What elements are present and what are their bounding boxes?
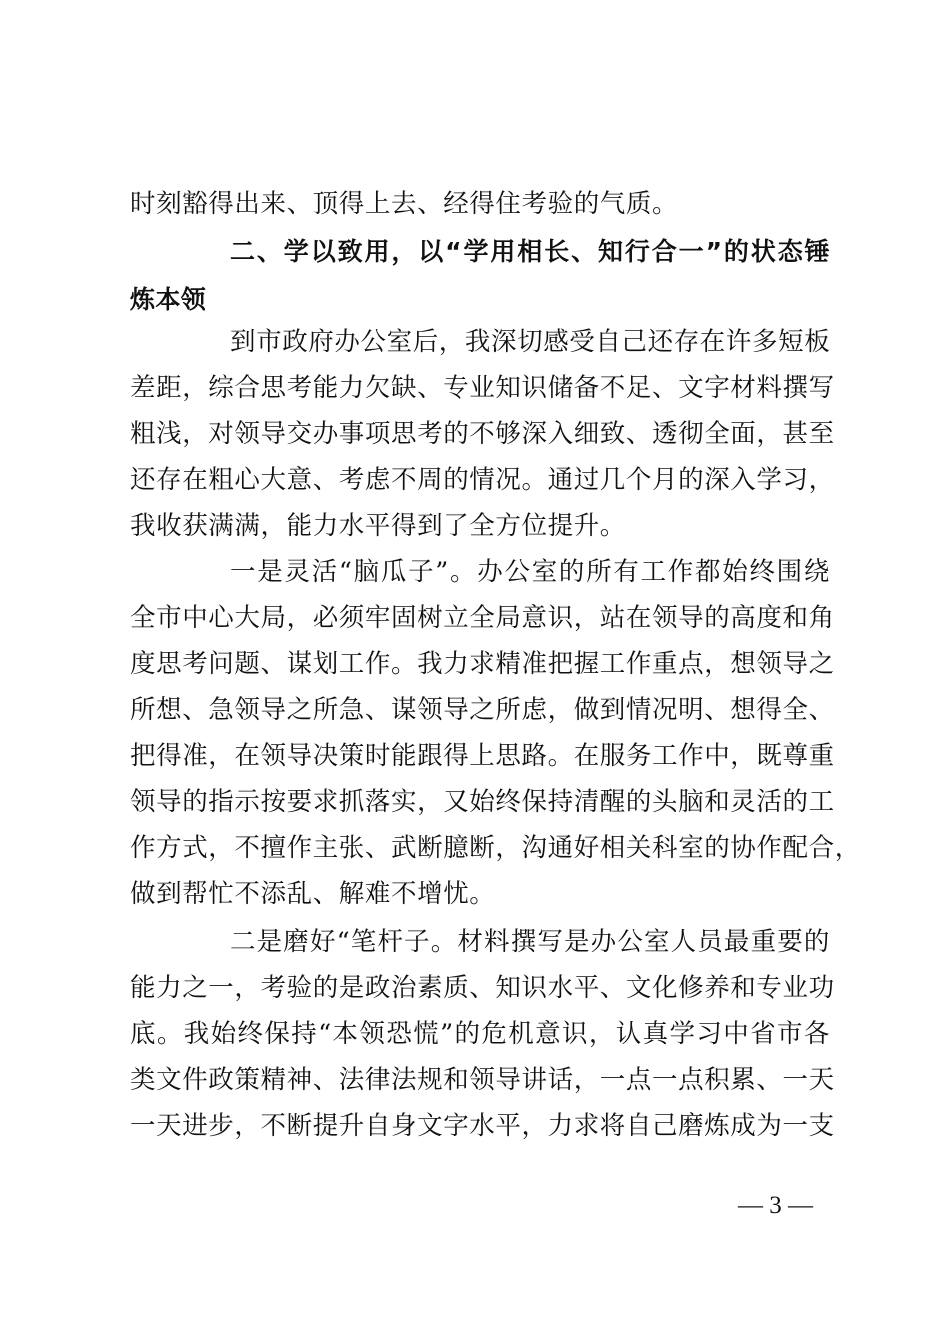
body-line: 把得准，在领导决策时能跟得上思路。在服务工作中，既尊重 [130, 741, 835, 771]
body-line: 领导的指示按要求抓落实，又始终保持清醒的头脑和灵活的工 [130, 787, 835, 817]
body-line: 粗浅，对领导交办事项思考的不够深入细致、透彻全面，甚至 [130, 419, 835, 449]
body-line: 做到帮忙不添乱、解难不增忧。 [130, 879, 496, 909]
body-line: 差距，综合思考能力欠缺、专业知识储备不足、文字材料撰写 [130, 373, 835, 403]
body-line: 一天进步，不断提升自身文字水平，力求将自己磨炼成为一支 [130, 1111, 835, 1141]
body-line: 能力之一，考验的是政治素质、知识水平、文化修养和专业功 [130, 973, 835, 1003]
body-line: 到市政府办公室后，我深切感受自己还存在许多短板 [230, 327, 831, 357]
body-line: 底。我始终保持“本领恐慌”的危机意识，认真学习中省市各 [130, 1019, 830, 1049]
body-line: 全市中心大局，必须牢固树立全局意识，站在领导的高度和角 [130, 603, 835, 633]
body-line: 所想、急领导之所急、谋领导之所虑，做到情况明、想得全、 [130, 695, 835, 725]
body-line: 一是灵活“脑瓜子”。办公室的所有工作都始终围绕 [230, 557, 830, 587]
body-line: 我收获满满，能力水平得到了全方位提升。 [130, 511, 626, 541]
section-heading: 二、学以致用，以“学用相长、知行合一”的状态锤 [230, 237, 830, 266]
body-line: 二是磨好“笔杆子。材料撰写是办公室人员最重要的 [230, 927, 830, 957]
body-line: 还存在粗心大意、考虑不周的情况。通过几个月的深入学习， [130, 465, 835, 495]
section-heading-continued: 炼本领 [130, 285, 207, 314]
body-line: 时刻豁得出来、顶得上去、经得住考验的气质。 [130, 189, 679, 219]
body-line: 类文件政策精神、法律法规和领导讲话，一点一点积累、一天 [130, 1065, 835, 1095]
body-line: 作方式，不擅作主张、武断臆断，沟通好相关科室的协作配合， [130, 833, 861, 863]
page-number: — 3 — [738, 1192, 813, 1219]
body-line: 度思考问题、谋划工作。我力求精准把握工作重点，想领导之 [130, 649, 835, 679]
